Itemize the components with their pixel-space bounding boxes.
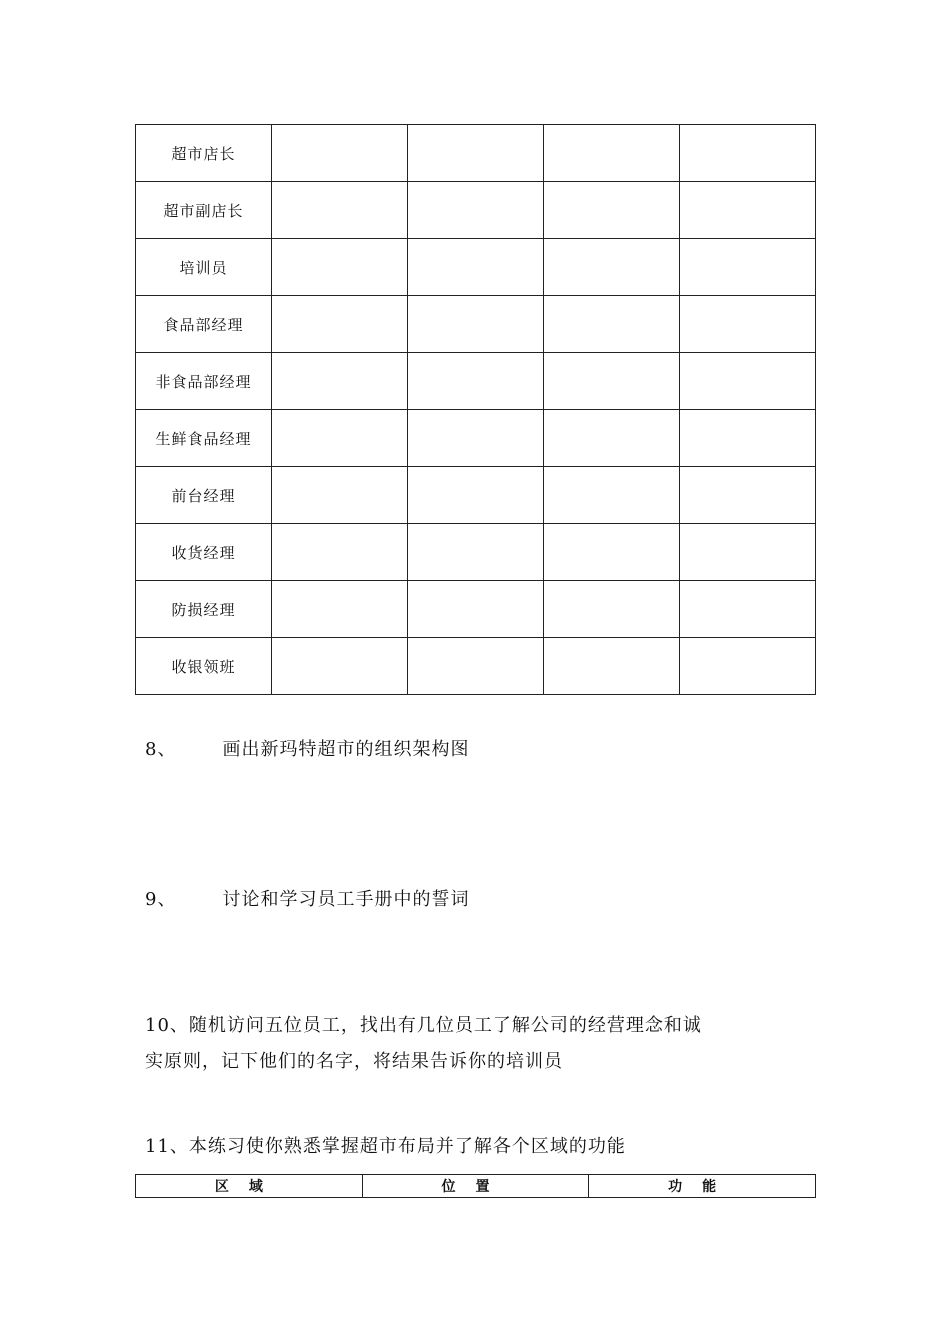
table-row <box>136 581 816 638</box>
table-cell <box>544 581 680 638</box>
item-number: 10、 <box>145 1015 189 1036</box>
table-cell <box>544 239 680 296</box>
table-cell <box>680 182 816 239</box>
table-cell <box>272 182 408 239</box>
table-row <box>136 524 816 581</box>
areas-table <box>135 1174 816 1198</box>
table-cell <box>408 353 544 410</box>
table-cell <box>272 524 408 581</box>
roles-table <box>135 124 816 695</box>
item-number: 11、 <box>145 1136 189 1157</box>
role-label: 超市副店长 <box>136 182 272 239</box>
role-label: 食品部经理 <box>136 296 272 353</box>
table-cell <box>408 296 544 353</box>
item-text: 本练习使你熟悉掌握超市布局并了解各个区域的功能 <box>188 1136 626 1157</box>
role-label: 收银领班 <box>136 638 272 695</box>
role-label: 超市店长 <box>136 125 272 182</box>
role-label: 前台经理 <box>136 467 272 524</box>
table-header-row <box>136 1175 816 1198</box>
table-cell <box>408 638 544 695</box>
table-cell <box>544 353 680 410</box>
table-cell <box>272 125 408 182</box>
table-cell <box>408 410 544 467</box>
item-11 <box>145 1129 825 1165</box>
table-cell <box>680 581 816 638</box>
item-number: 9、 <box>145 889 177 910</box>
table-row <box>136 353 816 410</box>
role-label: 防损经理 <box>136 581 272 638</box>
item-10 <box>145 1008 825 1080</box>
roles-table-body <box>136 125 816 695</box>
role-label: 非食品部经理 <box>136 353 272 410</box>
table-cell <box>408 125 544 182</box>
table-cell <box>272 467 408 524</box>
table-cell <box>680 125 816 182</box>
table-row <box>136 182 816 239</box>
column-header-function: 功能 <box>589 1175 816 1198</box>
table-cell <box>544 467 680 524</box>
item-9 <box>145 882 469 918</box>
table-cell <box>680 353 816 410</box>
item-number: 8、 <box>145 739 177 760</box>
table-row <box>136 125 816 182</box>
table-cell <box>544 410 680 467</box>
table-cell <box>680 239 816 296</box>
table-row <box>136 410 816 467</box>
table-cell <box>272 296 408 353</box>
table-cell <box>544 296 680 353</box>
table-cell <box>408 467 544 524</box>
column-header-location: 位置 <box>362 1175 589 1198</box>
table-cell <box>680 467 816 524</box>
item-text: 讨论和学习员工手册中的誓词 <box>222 889 470 910</box>
table-cell <box>680 524 816 581</box>
item-text: 随机访问五位员工，找出有几位员工了解公司的经营理念和诚 <box>188 1015 702 1036</box>
table-row <box>136 467 816 524</box>
table-cell <box>272 410 408 467</box>
role-label: 培训员 <box>136 239 272 296</box>
role-label: 收货经理 <box>136 524 272 581</box>
table-row <box>136 239 816 296</box>
table-cell <box>272 239 408 296</box>
table-cell <box>272 353 408 410</box>
role-label: 生鲜食品经理 <box>136 410 272 467</box>
column-header-area: 区域 <box>136 1175 363 1198</box>
table-row <box>136 638 816 695</box>
table-cell <box>408 524 544 581</box>
table-row <box>136 296 816 353</box>
table-cell <box>408 182 544 239</box>
table-cell <box>680 410 816 467</box>
table-cell <box>408 581 544 638</box>
table-cell <box>544 638 680 695</box>
table-cell <box>272 581 408 638</box>
item-8 <box>145 732 469 768</box>
table-cell <box>680 638 816 695</box>
table-cell <box>544 125 680 182</box>
table-cell <box>680 296 816 353</box>
item-line-1 <box>145 1008 825 1044</box>
table-cell <box>408 239 544 296</box>
table-cell <box>544 524 680 581</box>
item-text: 画出新玛特超市的组织架构图 <box>222 739 470 760</box>
item-line-2: 实原则，记下他们的名字，将结果告诉你的培训员 <box>145 1051 563 1072</box>
table-cell <box>272 638 408 695</box>
table-cell <box>544 182 680 239</box>
